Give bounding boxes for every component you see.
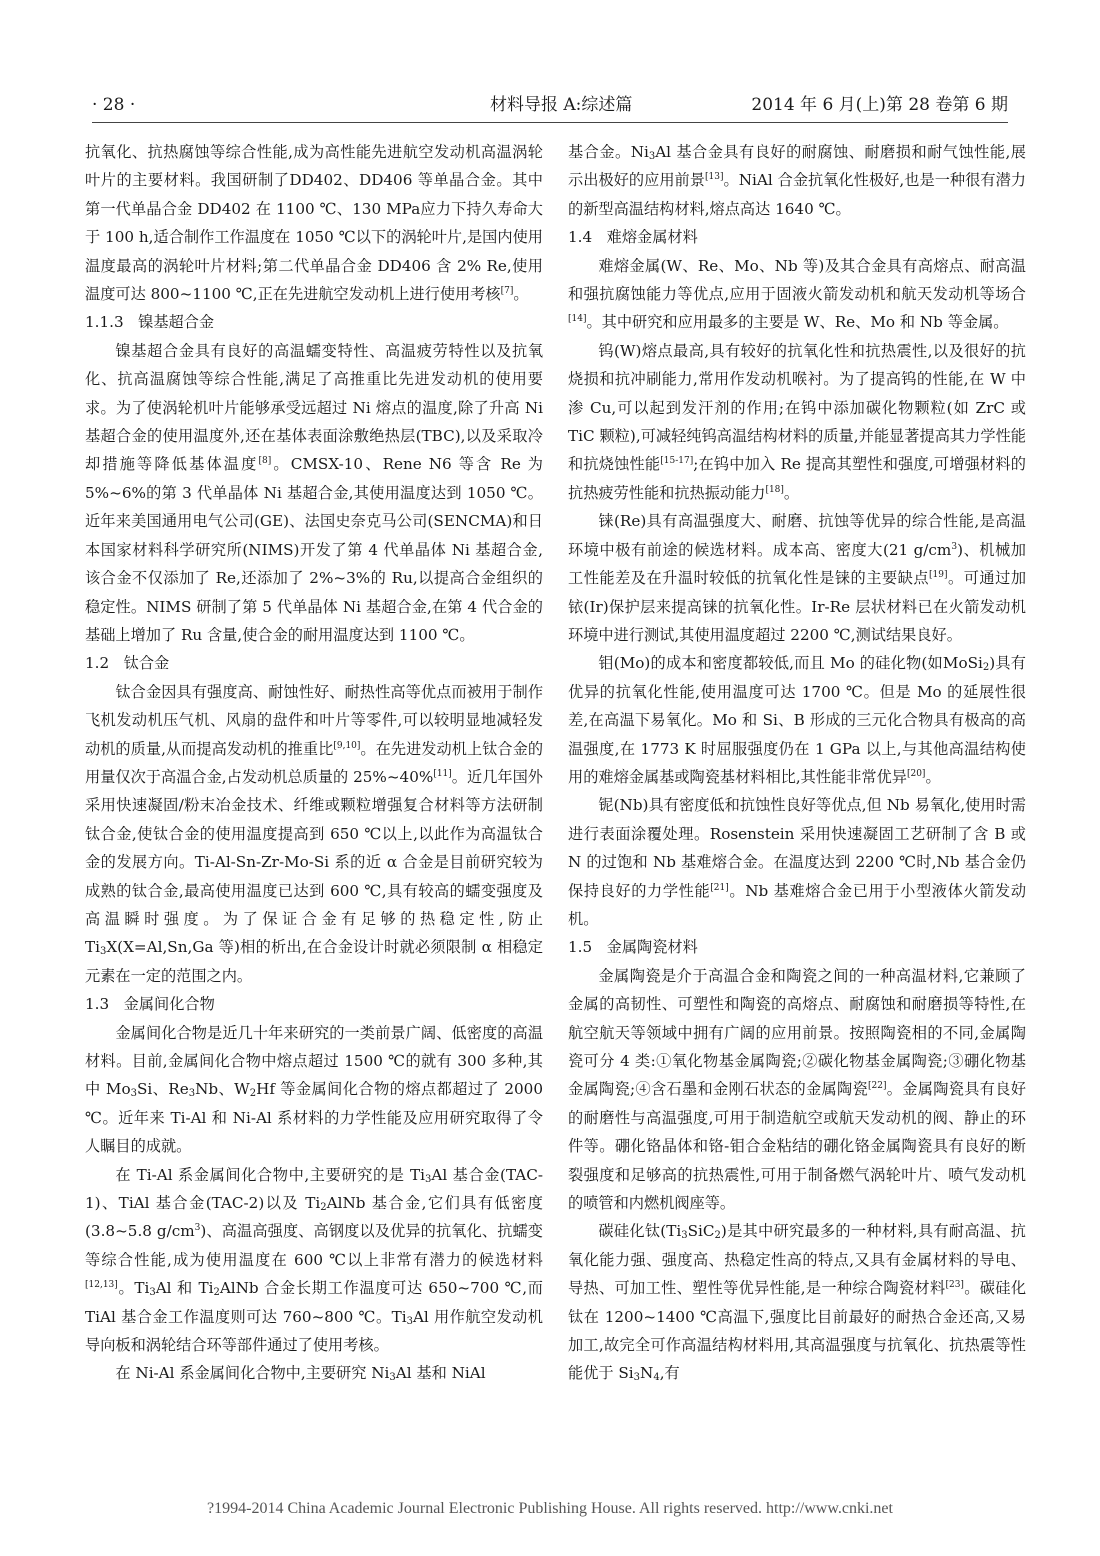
page-number: · 28 ·: [92, 95, 136, 115]
paragraph: 铌(Nb)具有密度低和抗蚀性良好等优点,但 Nb 易氧化,使用时需进行表面涂覆处理。Rosenstein 采用快速凝固工艺研制了含 B 或 N 的过饱和 Nb 基难熔合金。在温度达到 2200 ℃时,Nb 基合金仍保持良好的力学性能[21]。Nb 基难熔合金已用于小型液体火箭发动机。: [568, 796, 1027, 928]
paragraph: 在 Ti-Al 系金属间化合物中,主要研究的是 $Ti_3Al$ 基合金(TAC-1)、TiAl 基合金(TAC-2)以及 $Ti_2AlNb$ 基合金,它们具有低密度(3.8~5.8 $g/cm^3$)、高温高强度、高钢度以及优异的抗氧化、抗蠕变等综合性能,成为使用温度在 600 ℃以上非常有潜力的候选材料[12,13]。$Ti_3Al$ 和 $Ti_2AlNb$ 合金长期工作温度可达 650~700 ℃,而 TiAl 基合金工作温度则可达 760~800 ℃。$Ti_3Al$ 用作航空发动机导向板和涡轮结合环等部件通过了使用考核。: [85, 1165, 543, 1355]
paragraph: 基合金。$Ni_3Al$ 基合金具有良好的耐腐蚀、耐磨损和耐气蚀性能,展示出极好的应用前景[13]。NiAl 合金抗氧化性极好,也是一种很有潜力的新型高温结构材料,熔点高达 1640 ℃。: [568, 143, 1026, 218]
section-heading: 1.4 难熔金属材料: [568, 228, 698, 247]
paragraph: 在 Ni-Al 系金属间化合物中,主要研究 $Ni_3Al$ 基和 NiAl: [115, 1364, 486, 1384]
paragraph: 难熔金属(W、Re、Mo、Nb 等)及其合金具有高熔点、耐高温和强抗腐蚀能力等优点,应用于固液火箭发动机和航天发动机等场合[14]。其中研究和应用最多的主要是 W、Re、Mo 和 Nb 等金属。: [568, 256, 1026, 332]
section-heading: 1.2 钛合金: [85, 654, 170, 673]
paragraph: 钨(W)熔点最高,具有较好的抗氧化性和抗热震性,以及很好的抗烧损和抗冲刷能力,常用作发动机喉衬。为了提高钨的性能,在 W 中渗 Cu,可以起到发汗剂的作用;在钨中添加碳化物颗粒(如 ZrC 或 TiC 颗粒),可减轻纯钨高温结构材料的质量,并能显著提高其力学性能和抗烧蚀性能[15-17];在钨中加入 Re 提高其塑性和强度,可增强材料的抗热疲劳性能和抗热振动能力[18]。: [568, 341, 1026, 502]
paragraph: 钛合金因具有强度高、耐蚀性好、耐热性高等优点而被用于制作飞机发动机压气机、风扇的盘件和叶片等零件,可以较明显地减轻发动机的质量,从而提高发动机的推重比[9,10]。在先进发动机上钛合金的用量仅次于高温合金,占发动机总质量的 25%~40%[11]。近几年国外采用快速凝固/粉末冶金技术、纤维或颗粒增强复合材料等方法研制钛合金,使钛合金的使用温度提高到 650 ℃以上,以此作为高温钛合金的发展方向。Ti-Al-Sn-Zr-Mo-Si 系的近 α 合金是目前研究较为成熟的钛合金,最高使用温度已达到 600 ℃,具有较高的蠕变强度及高温瞬时强度。为了保证合金有足够的热稳定性,防止 $Ti_3X(X=Al,Sn,Ga$ 等)相的析出,在合金设计时就必须限制 α 相稳定元素在一定的范围之内。: [85, 682, 544, 985]
paragraph: 金属间化合物是近几十年来研究的一类前景广阔、低密度的高温材料。目前,金属间化合物中熔点超过 1500 ℃的就有 300 多种,其中 $Mo_3Si$、$Re_3Nb$、$W_2Hf$ 等金属间化合物的熔点都超过了 2000 ℃。近年来 Ti-Al 和 Ni-Al 系材料的力学性能及应用研究取得了令人瞩目的成就。: [85, 1023, 543, 1156]
section-heading: 1.3 金属间化合物: [85, 995, 215, 1014]
journal-title: 材料导报 A:综述篇: [490, 95, 633, 115]
issue-info: 2014 年 6 月(上)第 28 卷第 6 期: [751, 95, 1008, 115]
copyright-footer: ?1994-2014 China Academic Journal Electronic Publishing House. All rights reserved. http://www.cnki.net: [207, 1500, 893, 1517]
paragraph: 镍基超合金具有良好的高温蠕变特性、高温疲劳特性以及抗氧化、抗高温腐蚀等综合性能,满足了高推重比先进发动机的使用要求。为了使涡轮机叶片能够承受远超过 Ni 熔点的温度,除了升高 Ni 基超合金的使用温度外,还在基体表面涂敷绝热层(TBC),以及采取冷却措施等降低基体温度[8]。CMSX-10、Rene N6 等含 Re 为 5%~6%的第 3 代单晶体 Ni 基超合金,其使用温度达到 1050 ℃。近年来美国通用电气公司(GE)、法国史奈克马公司(SENCMA)和日本国家材料科学研究所(NIMS)开发了第 4 代单晶体 Ni 基超合金,该合金不仅添加了 Re,还添加了 2%~3%的 Ru,以提高合金组织的稳定性。NIMS 研制了第 5 代单晶体 Ni 基超合金,在第 4 代合金的基础上增加了 Ru 含量,使合金的耐用温度达到 1100 ℃。: [85, 341, 543, 644]
right-column: [568, 138, 1026, 1388]
running-header: [92, 88, 1008, 123]
paragraph: 金属陶瓷是介于高温合金和陶瓷之间的一种高温材料,它兼顾了金属的高韧性、可塑性和陶瓷的高熔点、耐腐蚀和耐磨损等特性,在航空航天等领域中拥有广阔的应用前景。按照陶瓷相的不同,金属陶瓷可分 4 类:①氧化物基金属陶瓷;②碳化物基金属陶瓷;③硼化物基金属陶瓷;④含石墨和金刚石状态的金属陶瓷[22]。金属陶瓷具有良好的耐磨性与高温强度,可用于制造航空或航天发动机的阀、静止的环件等。硼化铬晶体和铬-钼合金粘结的硼化铬金属陶瓷具有良好的断裂强度和足够高的抗热震性,可用于制备燃气涡轮叶片、喷气发动机的喷管和内燃机阀座等。: [568, 966, 1026, 1213]
section-heading: 1.5 金属陶瓷材料: [568, 938, 698, 957]
paragraph: 铼(Re)具有高温强度大、耐磨、抗蚀等优异的综合性能,是高温环境中极有前途的候选材料。成本高、密度大(21 $g/cm^3$)、机械加工性能差及在升温时较低的抗氧化性是铼的主要缺点[19]。可通过加铱(Ir)保护层来提高铼的抗氧化性。Ir-Re 层状材料已在火箭发动机环境中进行测试,其使用温度超过 2200 ℃,测试结果良好。: [568, 512, 1027, 644]
section-heading: 1.1.3 镍基超合金: [85, 313, 215, 332]
left-column: [85, 138, 543, 1388]
paragraph: 抗氧化、抗热腐蚀等综合性能,成为高性能先进航空发动机高温涡轮叶片的主要材料。我国研制了DD402、DD406 等单晶合金。其中第一代单晶合金 DD402 在 1100 ℃、130 MPa应力下持久寿命大于 100 h,适合制作工作温度在 1050 ℃以下的涡轮叶片,是国内使用温度最高的涡轮叶片材料;第二代单晶合金 DD406 含 2% Re,使用温度可达 800~1100 ℃,正在先进航空发动机上进行使用考核[7]。: [85, 143, 543, 304]
paragraph: 钼(Mo)的成本和密度都较低,而且 Mo 的硅化物(如MoSi$_2$)具有优异的抗氧化性能,使用温度可达 1700 ℃。但是 Mo 的延展性很差,在高温下易氧化。Mo 和 Si、B 形成的三元化合物具有极高的高温强度,在 1773 K 时屈服强度仍在 1 GPa 以上,与其他高温结构使用的难熔金属基或陶瓷基材料相比,其性能非常优异[20]。: [568, 654, 1026, 786]
paragraph: 碳硅化钛$(Ti_3SiC_2)$是其中研究最多的一种材料,具有耐高温、抗氧化能力强、强度高、热稳定性高的特点,又具有金属材料的导电、导热、可加工性、塑性等优异性能,是一种综合陶瓷材料[23]。碳硅化钛在 1200~1400 ℃高温下,强度比目前最好的耐热合金还高,又易加工,故完全可作高温结构材料用,其高温强度与抗氧化、抗热震等性能优于 $Si_3N_4$,有: [568, 1222, 1027, 1384]
